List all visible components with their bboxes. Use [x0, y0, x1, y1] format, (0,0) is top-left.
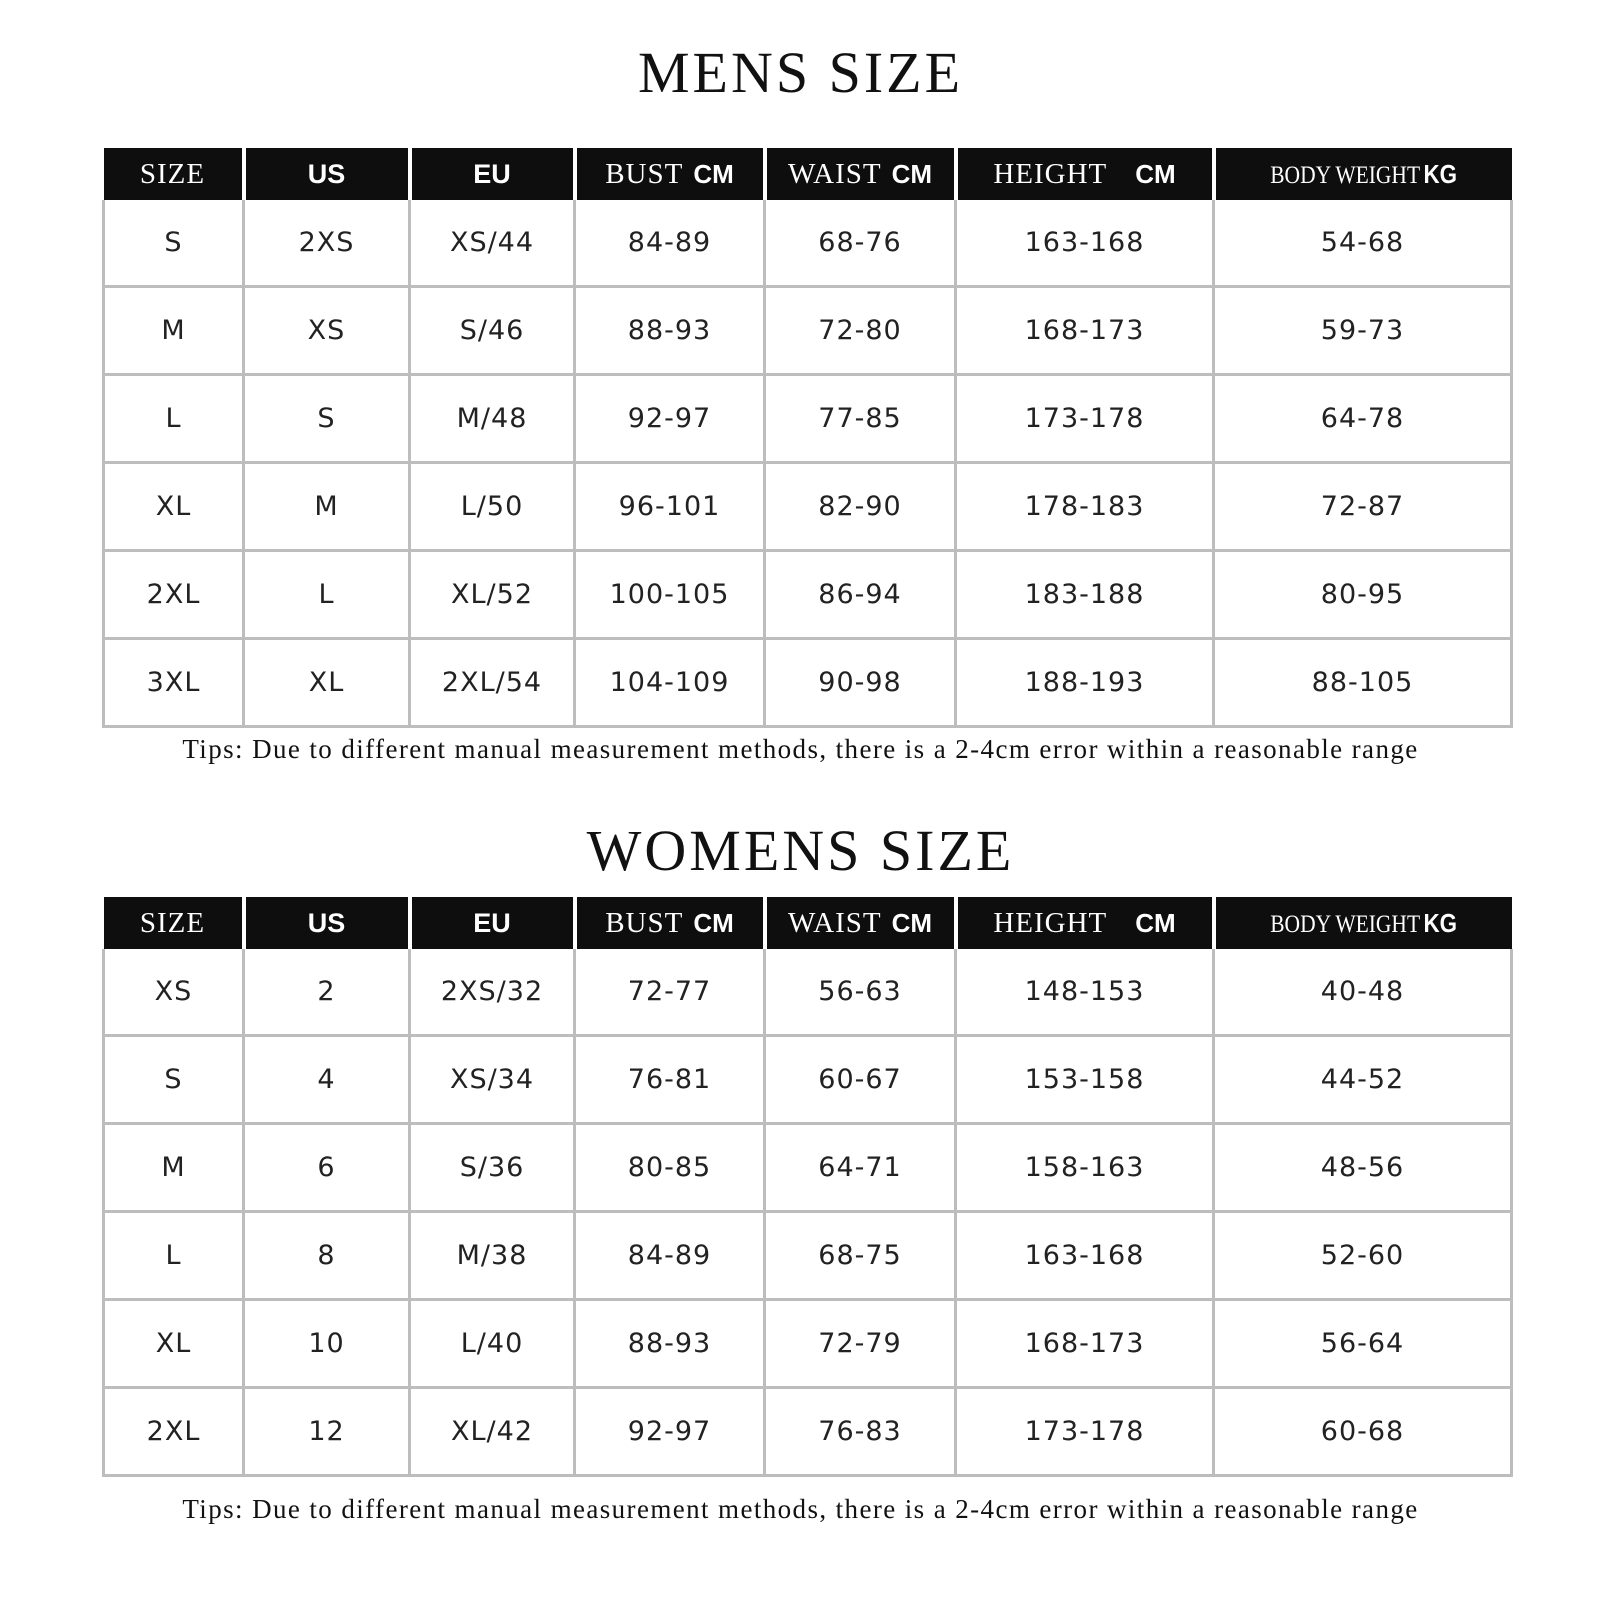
table-row — [104, 1036, 1512, 1124]
womens-size-title: WOMENS SIZE — [586, 818, 1015, 883]
cell-bust: 88-93 — [575, 287, 765, 375]
cell-eu: L/40 — [410, 1300, 575, 1388]
cell-weight: 56-64 — [1214, 1300, 1512, 1388]
table-header-row — [104, 148, 1512, 200]
table-row — [104, 639, 1512, 727]
cell-height: 173-178 — [956, 1388, 1214, 1476]
cell-height: 158-163 — [956, 1124, 1214, 1212]
cell-waist: 72-80 — [765, 287, 956, 375]
cell-bust: 84-89 — [575, 200, 765, 287]
table-row — [104, 551, 1512, 639]
womens-size-table — [102, 897, 1513, 1477]
cell-size: S — [104, 200, 244, 287]
cell-waist: 60-67 — [765, 1036, 956, 1124]
cell-weight: 54-68 — [1214, 200, 1512, 287]
cell-size: XL — [104, 463, 244, 551]
cell-height: 168-173 — [956, 287, 1214, 375]
cell-bust: 100-105 — [575, 551, 765, 639]
mens-tips-note: Tips: Due to different manual measurement methods, there is a 2-4cm error within a reasonable range — [182, 734, 1419, 764]
cell-size: 2XL — [104, 551, 244, 639]
cell-height: 183-188 — [956, 551, 1214, 639]
cell-waist: 86-94 — [765, 551, 956, 639]
cell-eu: M/48 — [410, 375, 575, 463]
table-row — [104, 1124, 1512, 1212]
table-row — [104, 200, 1512, 287]
cell-eu: XL/42 — [410, 1388, 575, 1476]
cell-weight: 88-105 — [1214, 639, 1512, 727]
cell-waist: 82-90 — [765, 463, 956, 551]
cell-weight: 52-60 — [1214, 1212, 1512, 1300]
cell-size: L — [104, 375, 244, 463]
cell-weight: 40-48 — [1214, 949, 1512, 1036]
cell-bust: 104-109 — [575, 639, 765, 727]
cell-bust: 84-89 — [575, 1212, 765, 1300]
header-body-weight: BODY WEIGHT KG — [1214, 897, 1512, 949]
table-row — [104, 1212, 1512, 1300]
cell-height: 168-173 — [956, 1300, 1214, 1388]
cell-weight: 72-87 — [1214, 463, 1512, 551]
header-us: US — [244, 148, 410, 200]
cell-bust: 72-77 — [575, 949, 765, 1036]
cell-height: 188-193 — [956, 639, 1214, 727]
cell-eu: L/50 — [410, 463, 575, 551]
cell-us: 12 — [244, 1388, 410, 1476]
cell-us: 2XS — [244, 200, 410, 287]
header-bust: BUST CM — [575, 897, 765, 949]
cell-waist: 56-63 — [765, 949, 956, 1036]
header-size: SIZE — [104, 148, 244, 200]
table-row — [104, 463, 1512, 551]
cell-height: 163-168 — [956, 200, 1214, 287]
cell-size: S — [104, 1036, 244, 1124]
cell-bust: 88-93 — [575, 1300, 765, 1388]
cell-waist: 64-71 — [765, 1124, 956, 1212]
cell-waist: 90-98 — [765, 639, 956, 727]
header-body-weight: BODY WEIGHT KG — [1214, 148, 1512, 200]
mens-size-table — [102, 148, 1513, 728]
cell-waist: 72-79 — [765, 1300, 956, 1388]
cell-size: 2XL — [104, 1388, 244, 1476]
cell-weight: 44-52 — [1214, 1036, 1512, 1124]
cell-height: 173-178 — [956, 375, 1214, 463]
cell-weight: 48-56 — [1214, 1124, 1512, 1212]
cell-eu: 2XS/32 — [410, 949, 575, 1036]
womens-tips-note: Tips: Due to different manual measurement methods, there is a 2-4cm error within a reasonable range — [182, 1494, 1419, 1524]
cell-us: 8 — [244, 1212, 410, 1300]
cell-waist: 68-76 — [765, 200, 956, 287]
cell-us: 10 — [244, 1300, 410, 1388]
header-waist: WAIST CM — [765, 897, 956, 949]
cell-us: 2 — [244, 949, 410, 1036]
cell-waist: 68-75 — [765, 1212, 956, 1300]
cell-bust: 92-97 — [575, 1388, 765, 1476]
cell-height: 163-168 — [956, 1212, 1214, 1300]
cell-us: 4 — [244, 1036, 410, 1124]
cell-weight: 64-78 — [1214, 375, 1512, 463]
cell-height: 148-153 — [956, 949, 1214, 1036]
table-row — [104, 1388, 1512, 1476]
table-row — [104, 287, 1512, 375]
header-height: HEIGHT CM — [956, 897, 1214, 949]
cell-size: M — [104, 287, 244, 375]
table-row — [104, 1300, 1512, 1388]
cell-us: 6 — [244, 1124, 410, 1212]
table-row — [104, 949, 1512, 1036]
header-size: SIZE — [104, 897, 244, 949]
header-bust: BUST CM — [575, 148, 765, 200]
mens-size-title: MENS SIZE — [637, 40, 964, 105]
cell-size: XS — [104, 949, 244, 1036]
cell-eu: XS/44 — [410, 200, 575, 287]
cell-bust: 80-85 — [575, 1124, 765, 1212]
cell-eu: 2XL/54 — [410, 639, 575, 727]
cell-bust: 92-97 — [575, 375, 765, 463]
header-waist: WAIST CM — [765, 148, 956, 200]
cell-us: M — [244, 463, 410, 551]
cell-weight: 59-73 — [1214, 287, 1512, 375]
cell-weight: 60-68 — [1214, 1388, 1512, 1476]
cell-eu: S/36 — [410, 1124, 575, 1212]
cell-bust: 76-81 — [575, 1036, 765, 1124]
cell-us: XL — [244, 639, 410, 727]
cell-us: S — [244, 375, 410, 463]
header-height: HEIGHT CM — [956, 148, 1214, 200]
cell-eu: XL/52 — [410, 551, 575, 639]
cell-size: XL — [104, 1300, 244, 1388]
cell-waist: 77-85 — [765, 375, 956, 463]
cell-waist: 76-83 — [765, 1388, 956, 1476]
cell-eu: XS/34 — [410, 1036, 575, 1124]
header-us: US — [244, 897, 410, 949]
header-eu: EU — [410, 148, 575, 200]
cell-size: 3XL — [104, 639, 244, 727]
cell-us: L — [244, 551, 410, 639]
cell-bust: 96-101 — [575, 463, 765, 551]
cell-eu: M/38 — [410, 1212, 575, 1300]
table-header-row — [104, 897, 1512, 949]
cell-us: XS — [244, 287, 410, 375]
cell-eu: S/46 — [410, 287, 575, 375]
table-row — [104, 375, 1512, 463]
cell-weight: 80-95 — [1214, 551, 1512, 639]
cell-size: M — [104, 1124, 244, 1212]
cell-height: 178-183 — [956, 463, 1214, 551]
cell-height: 153-158 — [956, 1036, 1214, 1124]
header-eu: EU — [410, 897, 575, 949]
cell-size: L — [104, 1212, 244, 1300]
